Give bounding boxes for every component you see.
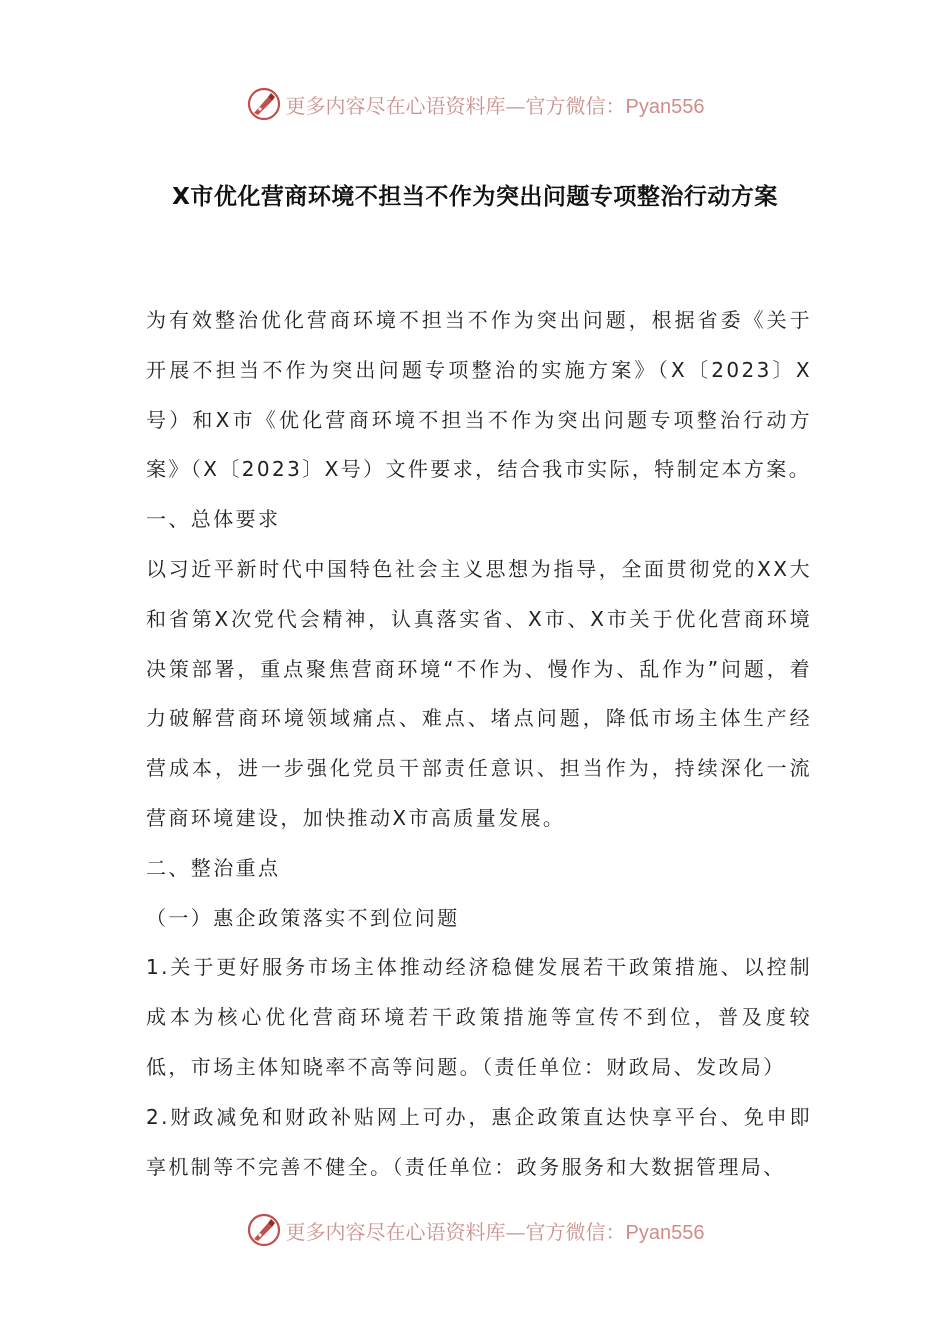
pen-nib-icon [246, 86, 282, 122]
document-body [146, 296, 812, 1192]
watermark-text: 更多内容尽在心语资料库—官方微信：Pyan556 [285, 1219, 705, 1244]
paragraph-intro: 为有效整治优化营商环境不担当不作为突出问题，根据省委《关于开展不担当不作为突出问题专项整治的实施方案》（X〔2023〕X号）和X市《优化营商环境不担当不作为突出问题专项整治行动方案》（X〔2023〕X号）文件要求，结合我市实际，特制定本方案。 [146, 308, 812, 482]
watermark-text: 更多内容尽在心语资料库—官方微信：Pyan556 [285, 93, 705, 118]
watermark-handle: Pyan556 [625, 1221, 705, 1244]
watermark-banner-top [0, 82, 950, 126]
paragraph-general-requirements: 以习近平新时代中国特色社会主义思想为指导，全面贯彻党的XX大和省第X次党代会精神，认真落实省、X市、X市关于优化营商环境决策部署，重点聚焦营商环境“不作为、慢作为、乱作为”问题，着力破解营商环境领域痛点、难点、堵点问题，降低市场主体生产经营成本，进一步强化党员干部责任意识、担当作为，持续深化一流营商环境建设，加快推动X市高质量发展。 [146, 556, 812, 830]
document-title: X市优化营商环境不担当不作为突出问题专项整治行动方案 [172, 184, 778, 210]
pen-nib-icon [246, 1212, 282, 1248]
heading-general-requirements: 一、总体要求 [146, 507, 281, 532]
subheading-policy-implementation: （一）惠企政策落实不到位问题 [146, 905, 460, 930]
list-item-2: 2.财政减免和财政补贴网上可办，惠企政策直达快享平台、免申即享机制等不完善不健全。（责任单位：政务服务和大数据管理局、 [146, 1104, 812, 1179]
list-item-1: 1.关于更好服务市场主体推动经济稳健发展若干政策措施、以控制成本为核心优化营商环境若干政策措施等宣传不到位，普及度较低，市场主体知晓率不高等问题。（责任单位：财政局、发改局） [146, 955, 812, 1079]
watermark-banner-bottom [0, 1208, 950, 1252]
heading-rectification-focus: 二、整治重点 [146, 855, 281, 880]
watermark-handle: Pyan556 [625, 95, 705, 118]
